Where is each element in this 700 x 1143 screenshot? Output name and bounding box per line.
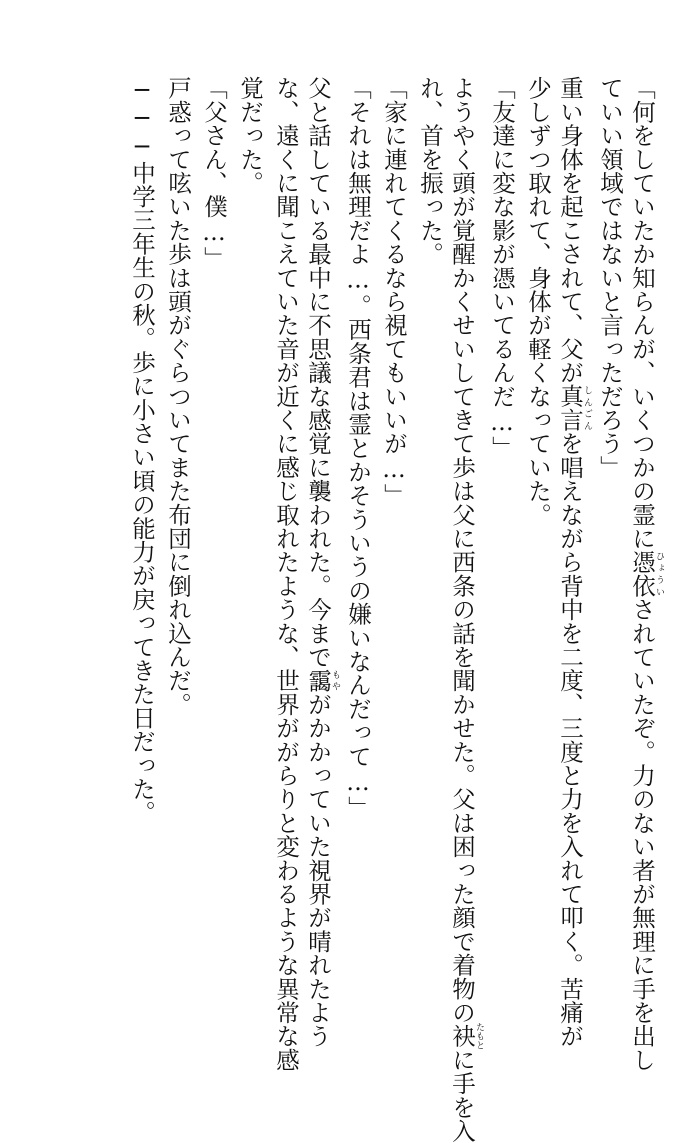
ruby-word: 袂たもと: [448, 1022, 484, 1050]
ruby-word: 靄もや: [304, 668, 340, 693]
ruby-reading: しんごん: [582, 384, 592, 432]
text-line: ───中学三年生の秋。歩に小さい頃の能力が戻ってきた日だった。: [128, 76, 156, 825]
text-line: 「父さん、僕…」: [200, 76, 228, 271]
text-line: 「それは無理だよ…。西条君は霊とかそういうの嫌いなんだって…」: [344, 76, 372, 820]
ruby-reading: ひょうい: [654, 550, 664, 598]
text-line: 少しずつ取れて、身体が軽くなっていた。: [524, 76, 552, 527]
text-line: ようやく頭が覚醒かくせいしてきて歩は父に西条の話を聞かせた。父は困った顔で着物の袂たもとに手を入: [448, 76, 484, 1143]
text-line: 覚だった。: [236, 76, 264, 195]
ruby-word: 憑依ひょうい: [628, 550, 664, 598]
text-line: れ、首を振った。: [416, 76, 444, 266]
text-line: な、遠くに聞こえていた音が近くに感じ取れたような、世界ががらりと変わるような異常な感: [272, 76, 300, 1072]
text-line: 戸惑って呟いた歩は頭がぐらついてまた布団に倒れ込んだ。: [164, 76, 192, 716]
text-line: 「家に連れてくるなら視てもいいが…」: [380, 76, 408, 508]
text-line: 「友達に変な影が憑いてるんだ…」: [488, 76, 516, 460]
text-line: 父と話している最中に不思議な感覚に襲われた。今まで靄もやがかかっていた視界が晴れたよう: [304, 76, 340, 1048]
ruby-reading: たもと: [474, 1022, 484, 1050]
text-line: ていい領域ではないと言っただろう」: [596, 76, 624, 479]
ruby-word: 真言しんごん: [556, 384, 592, 432]
text-line: 「何をしていたか知らんが、いくつかの霊に憑依ひょういされていたぞ。力のない者が無理に手を出し: [628, 76, 664, 1072]
text-line: 重い身体を起こされて、父が真言しんごんを唱えながら背中を二度、三度と力を入れて叩く。苦痛が: [556, 76, 592, 1048]
ruby-reading: もや: [330, 668, 340, 693]
